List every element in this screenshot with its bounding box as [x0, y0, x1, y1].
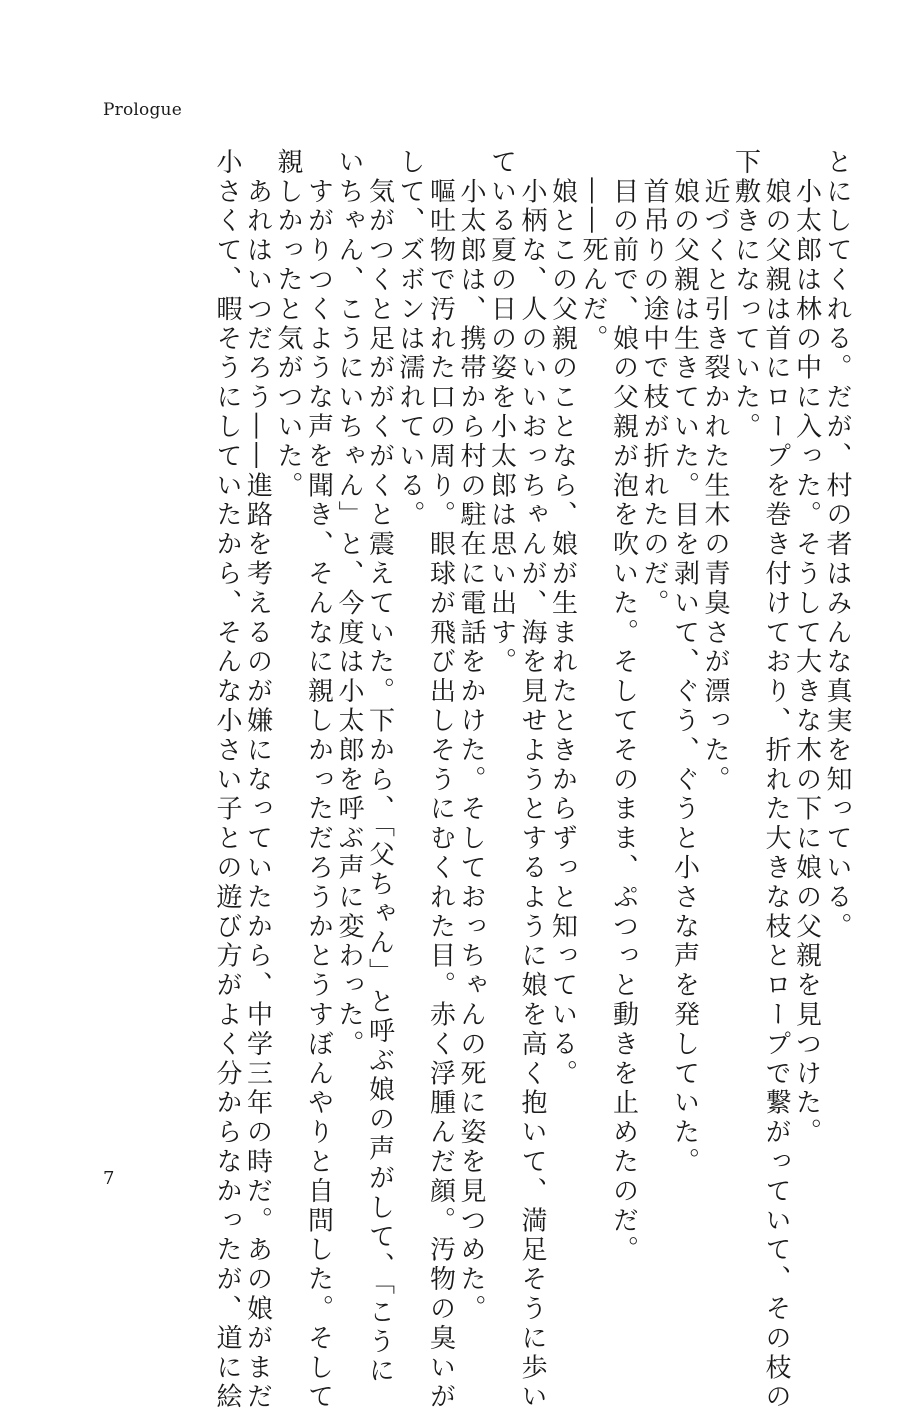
- text-line: 近づくと引き裂かれた生木の青臭さが漂った。: [700, 148, 730, 795]
- text-line: 親しかったと気がついた。: [273, 148, 303, 501]
- running-head-title: Prologue: [103, 100, 182, 120]
- text-line: 首吊りの途中で枝が折れたのだ。: [639, 148, 669, 619]
- text-line: 小さくて、暇そうにしていたから、そんな小さい子との遊び方がよく分からなかったが、道に絵: [212, 148, 242, 1412]
- page-number: 7: [103, 1168, 115, 1189]
- text-line: 目の前で、娘の父親が泡を吹いた。そしてそのまま、ぷつっと動きを止めたのだ。: [608, 148, 639, 1266]
- text-line: して、ズボンは濡れている。: [395, 148, 425, 531]
- vertical-text-block: [72, 148, 852, 1412]
- text-line: 気がつくと足ががくがくと震えていた。下から、「父ちゃん」と呼ぶ娘の声がして、「こうに: [364, 148, 395, 1387]
- text-line: 娘とこの父親のことなら、娘が生まれたときからずっと知っている。: [547, 148, 578, 1089]
- text-line: いちゃん、こうにいちゃん」と、今度は小太郎を呼ぶ声に変わった。: [334, 148, 364, 1060]
- text-line: あれはいつだろう――進路を考えるのが嫌になっていたから、中学三年の時だ。あの娘がまだ: [242, 148, 273, 1412]
- text-line: とにしてくれる。だが、村の者はみんな真実を知っている。: [822, 148, 852, 942]
- text-line: 下敷きになっていた。: [730, 148, 761, 442]
- text-line: ている夏の日の姿を小太郎は思い出す。: [486, 148, 517, 678]
- text-line: ――死んだ。: [578, 148, 608, 354]
- text-line: 小太郎は、携帯から村の駐在に電話をかけた。そしておっちゃんの死に姿を見つめた。: [456, 148, 486, 1324]
- text-line: 嘔吐物で汚れた口の周り。眼球が飛び出しそうにむくれた目。赤く浮腫んだ顔。汚物の臭いが: [425, 148, 456, 1412]
- text-line: 小柄な、人のいいおっちゃんが、海を見せようとするように娘を高く抱いて、満足そうに歩い: [517, 148, 547, 1412]
- text-line: すがりつくような声を聞き、そんなに親しかっただろうかとうすぼんやりと自問した。そして: [303, 148, 334, 1412]
- text-line: 小太郎は林の中に入った。そうして大きな木の下に娘の父親を見つけた。: [791, 148, 822, 1148]
- text-line: 娘の父親は生きていた。目を剥いて、ぐう、ぐうと小さな声を発していた。: [669, 148, 700, 1177]
- text-line: 娘の父親は首にロープを巻き付けており、折れた大きな枝とロープで繋がっていて、その枝の: [761, 148, 791, 1412]
